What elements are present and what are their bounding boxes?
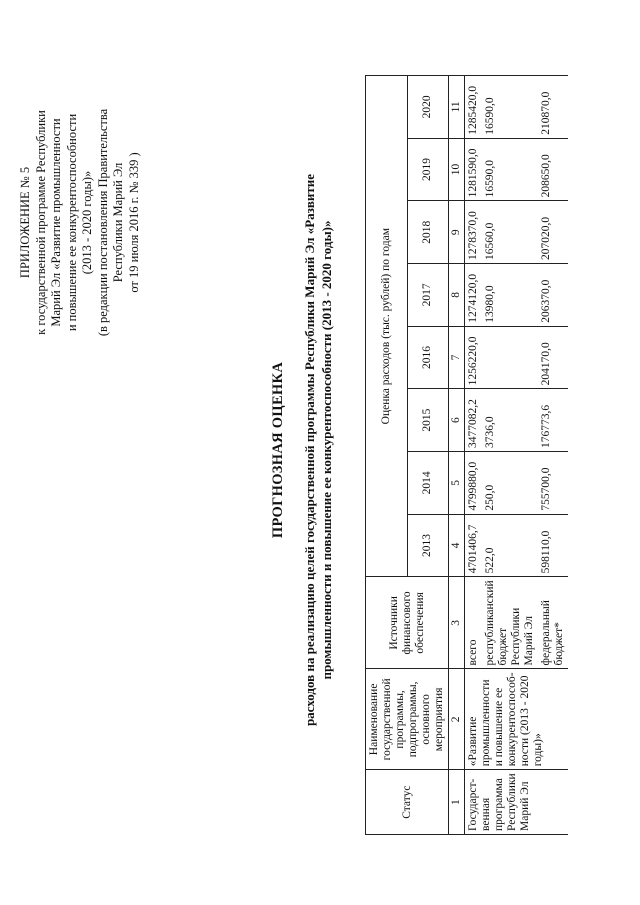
source-line: всего: [467, 639, 479, 666]
header-sources: Источники финансового обеспечения: [366, 577, 449, 669]
value-cell: 210870,0: [538, 76, 568, 139]
appendix-block: [18, 80, 142, 365]
value-cell: 3736,0: [482, 389, 538, 452]
source-cell: [538, 577, 568, 669]
source-cell: [482, 577, 538, 669]
header-year: 2018: [407, 201, 449, 264]
program-name-line: ности (2013 - 2020: [519, 675, 531, 767]
appendix-line: Марий Эл «Развитие промышленности: [49, 118, 63, 327]
value-cell: 13980,0: [482, 264, 538, 327]
column-index: 5: [449, 452, 465, 515]
status-text-line: программа: [493, 778, 505, 831]
value-cell: 16590,0: [482, 76, 538, 139]
value-cell: 16560,0: [482, 201, 538, 264]
expenses-table: [365, 75, 568, 835]
table-row: [465, 76, 483, 835]
appendix-line: ПРИЛОЖЕНИЕ № 5: [18, 166, 32, 279]
appendix-line: и повышение ее конкурентоспособности: [64, 113, 79, 332]
value-cell: 4701406,7: [465, 514, 483, 577]
value-cell: 207020,0: [538, 201, 568, 264]
header-status: Статус: [366, 770, 449, 835]
header-year: 2019: [407, 138, 449, 201]
value-cell: 755700,0: [538, 452, 568, 515]
program-name-line: и повышение ее: [493, 687, 505, 767]
program-name-line: промышленности: [480, 679, 492, 767]
value-cell: 4799880,0: [465, 452, 483, 515]
header-year: 2020: [407, 76, 449, 139]
column-index: 3: [449, 577, 465, 669]
table-index-row: [449, 76, 465, 835]
value-cell: 204170,0: [538, 326, 568, 389]
column-index: 8: [449, 264, 465, 327]
document-heading: [270, 65, 335, 835]
value-cell: 1256220,0: [465, 326, 483, 389]
appendix-line: к государственной программе Республики: [33, 110, 48, 335]
value-cell: 206370,0: [538, 264, 568, 327]
value-cell: 208650,0: [538, 138, 568, 201]
program-name-line: годы)»: [532, 733, 544, 767]
appendix-line: (в редакции постановления Правительства: [95, 108, 110, 337]
program-name-cell: [465, 669, 569, 770]
header-year: 2017: [407, 264, 449, 327]
value-cell: 522,0: [482, 514, 538, 577]
appendix-line: от 19 июля 2016 г. № 339 ): [126, 152, 141, 293]
appendix-line: Республики Марий Эл: [111, 162, 125, 283]
header-year: 2016: [407, 326, 449, 389]
header-year: 2014: [407, 452, 449, 515]
status-text-line: Государст-: [467, 778, 479, 831]
source-line: Республики: [510, 607, 522, 666]
value-cell: 1278370,0: [465, 201, 483, 264]
value-cell: 598110,0: [538, 514, 568, 577]
source-line: федеральный: [540, 600, 552, 666]
appendix-line: (2013 - 2020 годы)»: [80, 170, 94, 275]
source-cell: [465, 577, 483, 669]
column-index: 2: [449, 669, 465, 770]
value-cell: 1281590,0: [465, 138, 483, 201]
column-index: 6: [449, 389, 465, 452]
header-estimate: Оценка расходов (тыс. рублей) по годам: [366, 76, 408, 577]
source-line: республиканский: [484, 580, 496, 666]
header-year: 2015: [407, 389, 449, 452]
value-cell: 250,0: [482, 452, 538, 515]
column-index: 1: [449, 770, 465, 835]
status-cell: [465, 770, 569, 835]
source-line: Марий Эл: [523, 616, 535, 666]
program-name-line: «Развитие: [467, 716, 479, 767]
column-index: 10: [449, 138, 465, 201]
column-index: 11: [449, 76, 465, 139]
value-cell: 3477082,2: [465, 389, 483, 452]
header-year: 2013: [407, 514, 449, 577]
program-name-line: конкурентоспособ-: [506, 672, 518, 767]
document-title: ПРОГНОЗНАЯ ОЦЕНКА: [270, 361, 286, 539]
status-text-line: Марий Эл: [519, 781, 531, 831]
column-index: 7: [449, 326, 465, 389]
value-cell: 1274120,0: [465, 264, 483, 327]
document-subtitle-line: промышленности и повышение ее конкурентоспособности (2013 - 2020 годы)»: [319, 220, 334, 680]
status-text-line: Республики: [506, 773, 518, 831]
value-cell: [482, 326, 538, 389]
value-cell: 16590,0: [482, 138, 538, 201]
status-text-line: венная: [480, 797, 492, 831]
document-subtitle-line: расходов на реализацию целей государственной программы Республики Марий Эл «Развитие: [302, 173, 317, 727]
column-index: 4: [449, 514, 465, 577]
source-line: бюджет*: [553, 622, 565, 666]
table-header-row: [366, 76, 408, 835]
source-line: бюджет: [497, 627, 509, 666]
column-index: 9: [449, 201, 465, 264]
header-program-name: Наименование государственной программы, подпрограммы, основного мероприятия: [366, 669, 449, 770]
value-cell: 1285420,0: [465, 76, 483, 139]
value-cell: 176773,6: [538, 389, 568, 452]
